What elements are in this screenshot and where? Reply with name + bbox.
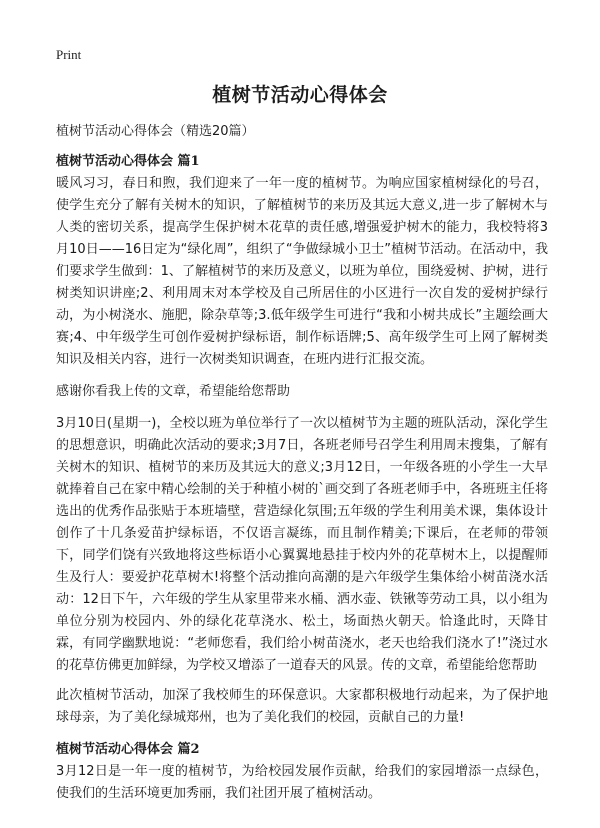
document-body — [56, 121, 548, 805]
section-2 — [56, 739, 548, 805]
document-subtitle: 植树节活动心得体会（精选20篇） — [56, 124, 255, 139]
paragraph: 感谢你看我上传的文章，希望能给您帮助 — [56, 384, 291, 399]
section-heading: 植树节活动心得体会 篇1 — [56, 154, 200, 169]
paragraph: 3月12日是一年一度的植树节，为给校园发展作贡献，给我们的家园增添一点绿色，使我们的生活环境更加秀丽，我们社团开展了植树活动。 — [56, 764, 548, 801]
print-link[interactable]: Print — [56, 47, 82, 62]
paragraph: 3月10日(星期一)，全校以班为单位举行了一次以植树节为主题的班队活动，深化学生的思想意识，明确此次活动的要求;3月7日，各班老师号召学生利用周末搜集，了解有关树木的知识、植树节的来历及其远大的意义;3月12日，一年级各班的小学生一大早就捧着自己在家中精心绘制的关于种植小树的`画交到了各班老师手中，各班班主任将选出的优秀作品张贴于本班墙壁，营造绿化氛围;五年级的学生利用美术课，集体设计创作了十几条爱苗护绿标语，不仅语言凝练，而且制作精美;下课后，在老师的带领下，同学们饶有兴致地将这些标语小心翼翼地悬挂于校内外的花草树木上，以提醒师生及行人：要爱护花草树木!将整个活动推向高潮的是六年级学生集体给小树苗浇水活动：12日下午，六年级的学生从家里带来水桶、洒水壶、铁锹等劳动工具，以小组为单位分别为校园内、外的绿化花草浇水、松土，场面热火朝天。恰逢此时，天降甘霖，有同学幽默地说：“老师您看，我们给小树苗浇水，老天也给我们浇水了!”浇过水的花草仿佛更加鲜绿，为学校又增添了一道春天的风景。传的文章，希望能给您帮助 — [56, 416, 548, 673]
document-title: 植树节活动心得体会 — [212, 84, 388, 106]
paragraph: 此次植树节活动，加深了我校师生的环保意识。大家都积极地行动起来，为了保护地球母亲，为了美化绿城郑州，也为了美化我们的校园，贡献自己的力量! — [56, 688, 548, 725]
section-1 — [56, 151, 548, 729]
paragraph: 暖风习习，春日和煦，我们迎来了一年一度的植树节。为响应国家植树绿化的号召，使学生充分了解有关树木的知识，了解植树节的来历及其远大意义,进一步了解树木与人类的密切关系，提高学生保护树木花草的责任感,增强爱护树木的能力，我校特将3月10日——16日定为“绿化周”，组织了“争做绿城小卫士”植树节活动。在活动中，我们要求学生做到：1、了解植树节的来历及意义，以班为单位，围绕爱树、护树，进行树类知识讲座;2、利用周末对本学校及自己所居住的小区进行一次自发的爱树护绿行动，为小树浇水、施肥，除杂草等;3.低年级学生可进行“我和小树共成长”主题绘画大赛;4、中年级学生可创作爱树护绿标语，制作标语牌;5、高年级学生可上网了解树类知识及相关内容，进行一次树类知识调查，在班内进行汇报交流。 — [56, 176, 548, 367]
section-heading: 植树节活动心得体会 篇2 — [56, 742, 200, 757]
